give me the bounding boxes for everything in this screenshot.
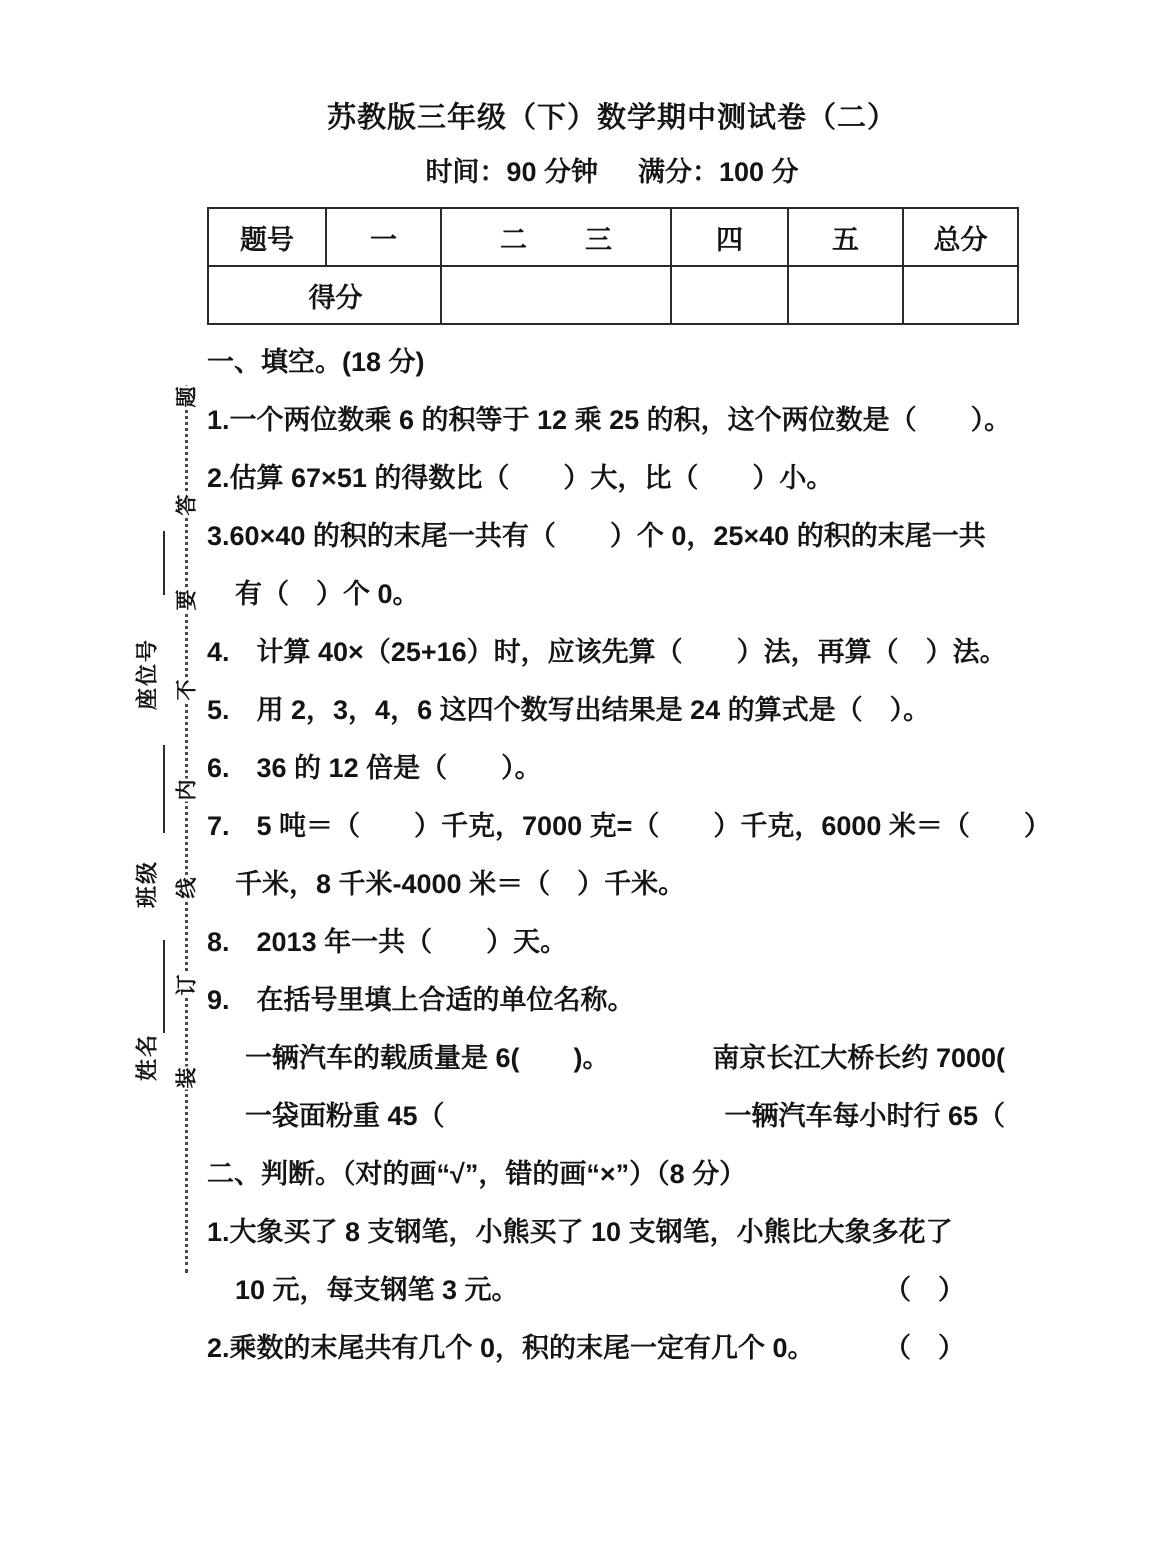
seat-number-blank [163,531,165,595]
header-part-five: 五 [788,208,903,266]
score-table [207,207,1019,325]
question-9-line-3 [207,1087,1017,1145]
header-question-number: 题号 [208,208,326,266]
full-score: 满分：100 分 [637,157,799,187]
question-9-bridge-length: 南京长江大桥长约 7000( [712,1043,1005,1073]
question-9-car-speed: 一辆汽车每小时行 65（ [724,1101,1005,1131]
main-content [207,0,1051,1377]
header-part-two-three [441,208,671,266]
question-9: 9. 在括号里填上合适的单位名称。 [207,985,635,1015]
page-subtitle [207,150,1017,189]
question-7-line-2: 千米，8 千米-4000 米＝（ ）千米。 [235,869,686,899]
binding-char: 答 [172,494,203,517]
judge-question-1-line-2 [207,1261,1017,1319]
section-two [207,1145,1017,1377]
binding-char: 线 [172,877,203,900]
judge-question-2 [207,1319,1017,1377]
binding-char: 不 [172,679,203,702]
binding-dotted-line [185,385,188,1273]
binding-char: 订 [172,974,203,997]
binding-char: 装 [172,1067,203,1090]
name-label: 姓名 [134,1032,160,1082]
time-limit: 时间：90 分钟 [425,157,598,187]
score-row-label: 得分 [208,266,441,324]
header-total: 总分 [903,208,1018,266]
header-part-two: 二 [500,224,527,255]
judge-question-2-text: 2.乘数的末尾共有几个 0，积的末尾一定有几个 0。 [207,1333,815,1363]
binding-char: 要 [172,589,203,612]
binding-char: 题 [172,386,203,409]
name-blank [163,940,165,1033]
score-table-score-row [208,266,1018,324]
question-3-line-2: 有（ ）个 0。 [235,579,420,609]
judge-question-1-text: 10 元，每支钢笔 3 元。 [235,1275,519,1305]
section-one-heading: 一、填空。(18 分) [207,347,425,377]
question-9-truck-load: 一辆汽车的载质量是 6( )。 [245,1043,610,1073]
class-label: 班级 [134,859,160,909]
question-5: 5. 用 2，3，4，6 这四个数写出结果是 24 的算式是（ ）。 [207,695,931,725]
judge-question-2-answer-bracket: （ ） [884,1333,965,1363]
score-table-header-row [208,208,1018,266]
question-6: 6. 36 的 12 倍是（ ）。 [207,753,542,783]
question-4: 4. 计算 40×（25+16）时，应该先算（ ）法，再算（ ）法。 [207,637,1007,667]
question-2: 2.估算 67×51 的得数比（ ）大，比（ ）小。 [207,463,834,493]
judge-question-1-answer-bracket: （ ） [884,1275,965,1305]
page-title: 苏教版三年级（下）数学期中测试卷（二） [326,102,897,134]
question-7-line-1: 7. 5 吨＝（ ）千克，7000 克=（ ）千克，6000 米＝（ ） [207,811,1051,841]
class-blank [163,745,165,833]
section-one [207,333,1051,1145]
score-cell-five [788,266,903,324]
question-8: 8. 2013 年一共（ ）天。 [207,927,568,957]
header-part-four: 四 [671,208,788,266]
seat-number-label: 座位号 [134,637,160,711]
judge-question-1-line-1: 1.大象买了 8 支钢笔，小熊买了 10 支钢笔，小熊比大象多花了 [207,1217,953,1247]
header-part-one: 一 [326,208,441,266]
header-part-three: 三 [585,224,612,255]
question-1: 1.一个两位数乘 6 的积等于 12 乘 25 的积，这个两位数是（ ）。 [207,405,1012,435]
section-two-heading: 二、判断。（对的画“√”，错的画“×”）（8 分） [207,1159,747,1189]
question-9-flour-weight: 一袋面粉重 45（ [245,1101,445,1131]
question-3-line-1: 3.60×40 的积的末尾一共有（ ）个 0，25×40 的积的末尾一共 [207,521,986,551]
score-cell-total [903,266,1018,324]
score-cell-two-three [441,266,671,324]
score-cell-four [671,266,788,324]
binding-char: 内 [172,779,203,802]
question-9-line-2 [207,1029,1017,1087]
